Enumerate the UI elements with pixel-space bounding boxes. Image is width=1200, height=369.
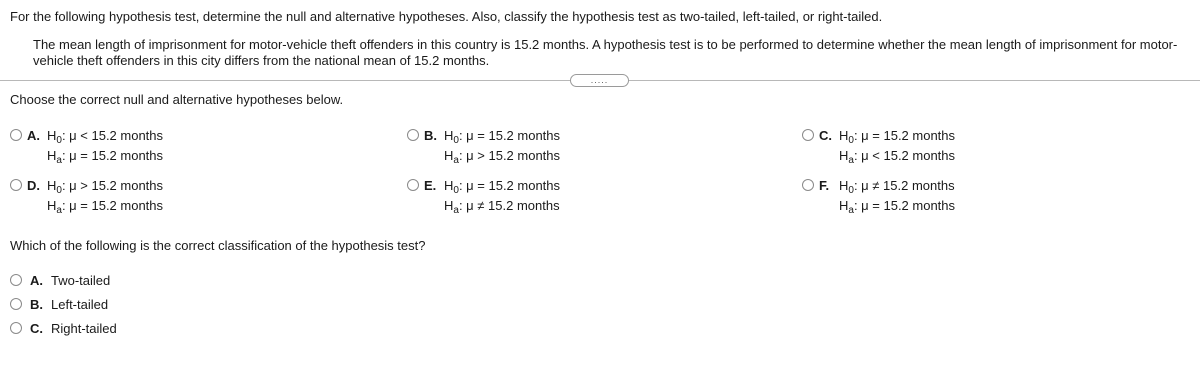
alternative-hypothesis: $H_a$: μ ≠ 15.2 months <box>444 198 560 216</box>
classification-option-c[interactable] <box>10 321 210 337</box>
classification-option-b[interactable] <box>10 297 210 313</box>
option-letter: D. <box>27 178 40 193</box>
alternative-hypothesis: $H_a$: μ = 15.2 months <box>839 198 956 216</box>
radio-button[interactable] <box>407 179 419 191</box>
alternative-hypothesis: $H_a$: μ > 15.2 months <box>444 148 561 166</box>
option-label: Left-tailed <box>51 297 109 312</box>
option-letter: C. <box>819 128 832 143</box>
classification-option-a[interactable] <box>10 273 210 289</box>
radio-button[interactable] <box>10 322 22 334</box>
alternative-hypothesis: $H_a$: μ = 15.2 months <box>47 198 164 216</box>
option-letter: A. <box>27 128 40 143</box>
radio-button[interactable] <box>10 274 22 286</box>
option-letter: E. <box>424 178 437 193</box>
radio-button[interactable] <box>802 179 814 191</box>
null-hypothesis: $H_0$: μ = 15.2 months <box>839 128 956 146</box>
option-letter: B. <box>424 128 437 143</box>
null-hypothesis: $H_0$: μ > 15.2 months <box>47 178 164 196</box>
null-hypothesis: $H_0$: μ = 15.2 months <box>444 178 561 196</box>
scenario-text: The mean length of imprisonment for motor-vehicle theft offenders in this country is 15.2 months. A hypothesis test is to be performed to determine whether the mean length of imprisonment for motor-vehicle theft offenders in this city differs from the national mean of 15.2 months. <box>33 37 1178 68</box>
radio-button[interactable] <box>10 129 22 141</box>
alternative-hypothesis: $H_a$: μ = 15.2 months <box>47 148 164 166</box>
radio-button[interactable] <box>10 179 22 191</box>
null-hypothesis: $H_0$: μ < 15.2 months <box>47 128 164 146</box>
radio-button[interactable] <box>802 129 814 141</box>
hypotheses-question: Choose the correct null and alternative hypotheses below. <box>10 92 344 107</box>
option-letter: B. <box>30 297 43 312</box>
option-label: Two-tailed <box>51 273 111 288</box>
option-letter: F. <box>819 178 830 193</box>
null-hypothesis: $H_0$: μ ≠ 15.2 months <box>839 178 955 196</box>
option-letter: A. <box>30 273 43 288</box>
option-label: Right-tailed <box>51 321 117 336</box>
radio-button[interactable] <box>10 298 22 310</box>
option-letter: C. <box>30 321 43 336</box>
classification-question: Which of the following is the correct classification of the hypothesis test? <box>10 238 426 253</box>
instructions-text: For the following hypothesis test, determine the null and alternative hypotheses. Also, classify the hypothesis test as two-tailed, left-tailed, or right-tailed. <box>10 9 883 24</box>
null-hypothesis: $H_0$: μ = 15.2 months <box>444 128 561 146</box>
expand-button[interactable]: ..... <box>570 74 629 87</box>
radio-button[interactable] <box>407 129 419 141</box>
alternative-hypothesis: $H_a$: μ < 15.2 months <box>839 148 956 166</box>
